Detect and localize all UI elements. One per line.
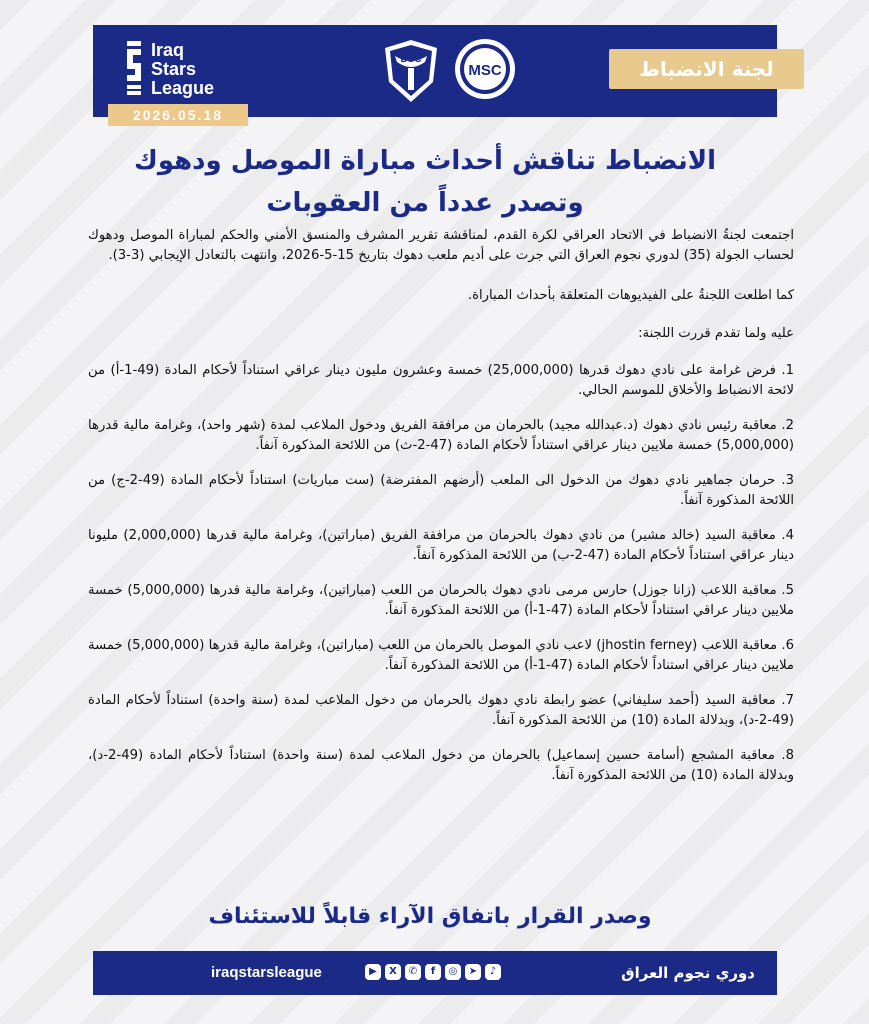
decision-item [88, 361, 794, 401]
decision-item [88, 746, 794, 786]
footer-league-name: دوري نجوم العراق [621, 964, 755, 982]
mosul-club-logo [453, 37, 517, 101]
decision-item [88, 471, 794, 511]
league-name-line: Stars [151, 59, 197, 79]
league-name [151, 41, 214, 98]
decision-number: 8. [781, 748, 794, 763]
page-title [80, 140, 770, 224]
decision-item [88, 691, 794, 731]
footer-banner [93, 951, 777, 995]
social-icons [365, 964, 501, 982]
decision-item [88, 581, 794, 621]
intro-paragraph: اجتمعت لجنةُ الانضباط في الاتحاد العراقي لكرة القدم، لمناقشة تقرير المشرف والمنسق الأمني والحكم لمباراة الموصل ودهوك لحساب الجولة (35) لدوري نجوم العراق التي جرت على أديم ملعب دهوك بتاريخ 15-5-2026، وانتهت بالتعادل الإيجابي (3-3). [88, 228, 794, 263]
telegram-icon[interactable]: ➤ [465, 964, 481, 980]
decision-text: معاقبة السيد (أحمد سليفاني) عضو رابطة نادي دهوك بالحرمان من دخول الملاعب لمدة (سنة واحدة) استناداً لأحكام المادة (49-2-د)، وبدلالة المادة (10) من اللائحة المذكورة آنفاً. [88, 693, 794, 728]
decision-number: 2. [781, 418, 794, 433]
decision-number: 6. [781, 638, 794, 653]
decision-text: معاقبة اللاعب (زانا جوزل) حارس مرمى نادي دهوك بالحرمان من اللعب (مباراتين)، وغرامة مالية قدرها (5,000,000) خمسة ملايين دينار عراقي استناداً لأحكام المادة (47-1-أ) من اللائحة المذكورة آنفاً. [88, 583, 794, 618]
decision-text: معاقبة رئيس نادي دهوك (د.عبدالله مجيد) بالحرمان من مرافقة الفريق ودخول الملاعب لمدة (شهر واحد)، وغرامة مالية قدرها (5,000,000) خمسة ملايين دينار عراقي استناداً لأحكام المادة (47-2-ث) من اللائحة المذكورة آنفاً. [88, 418, 794, 453]
decision-number: 5. [781, 583, 794, 598]
league-name-line: Iraq [151, 40, 185, 60]
title-line: الانضباط تناقش أحداث مباراة الموصل ودهوك [133, 146, 717, 176]
date-badge: 2026.05.18 [108, 104, 248, 126]
league-mark-icon [125, 41, 147, 97]
decision-number: 4. [781, 528, 794, 543]
facebook-icon[interactable]: f [425, 964, 441, 980]
tiktok-icon[interactable]: ♪ [485, 964, 501, 980]
decision-text: معاقبة اللاعب (jhostin ferney) لاعب نادي الموصل بالحرمان من اللعب (مباراتين)، وغرامة مالية قدرها (5,000,000) خمسة ملايين دينار عراقي استناداً لأحكام المادة (47-1-أ) من اللائحة المذكورة آنفاً. [88, 638, 794, 673]
decision-lead: عليه ولما تقدم قررت اللجنة: [638, 326, 794, 341]
decision-text: حرمان جماهير نادي دهوك من الدخول الى الملعب (أرضهم المفترضة) (ست مباريات) استناداً لأحكام المادة (49-2-ج) من اللائحة المذكورة آنفاً. [88, 473, 794, 508]
decision-item [88, 636, 794, 676]
x-icon[interactable]: X [385, 964, 401, 980]
videos-paragraph: كما اطلعت اللجنةُ على الفيديوهات المتعلقة بأحداث المباراة. [467, 288, 794, 303]
svg-text:DSC: DSC [400, 54, 422, 65]
league-name-line: League [151, 78, 215, 98]
duhok-club-logo [381, 38, 441, 104]
decision-text: معاقبة المشجع (أسامة حسين إسماعيل) بالحرمان من دخول الملاعب لمدة (سنة واحدة) استناداً لأحكام المادة (49-2-د)، وبدلالة المادة (10) من اللائحة المذكورة آنفاً. [88, 748, 794, 783]
whatsapp-icon[interactable]: ✆ [405, 964, 421, 980]
title-line: وتصدر عدداً من العقوبات [266, 188, 584, 218]
decision-number: 7. [781, 693, 794, 708]
decision-text: معاقبة السيد (خالد مشير) من نادي دهوك بالحرمان من مرافقة الفريق (مباراتين)، وغرامة مالية قدرها (2,000,000) مليونا دينار عراقي استناداً لأحكام المادة (47-2-ب) من اللائحة المذكورة آنفاً. [88, 528, 794, 563]
league-logo [125, 35, 235, 105]
closing-statement: وصدر القرار باتفاق الآراء قابلاً للاستئناف [208, 904, 652, 929]
decision-item [88, 526, 794, 566]
decision-number: 3. [781, 473, 794, 488]
decision-number: 1. [781, 363, 794, 378]
footer-handle[interactable]: iraqstarsleague [211, 964, 322, 981]
svg-text:MSC: MSC [468, 62, 502, 79]
instagram-icon[interactable]: ◎ [445, 964, 461, 980]
decision-item [88, 416, 794, 456]
statement-body [88, 226, 794, 801]
decision-text: فرض غرامة على نادي دهوك قدرها (25,000,000) خمسة وعشرون مليون دينار عراقي استناداً لأحكام المادة (49-1-أ) من لائحة الانضباط والأخلاق للموسم الحالي. [88, 363, 794, 398]
committee-badge: لجنة الانضباط [609, 49, 804, 89]
youtube-icon[interactable]: ▶ [365, 964, 381, 980]
